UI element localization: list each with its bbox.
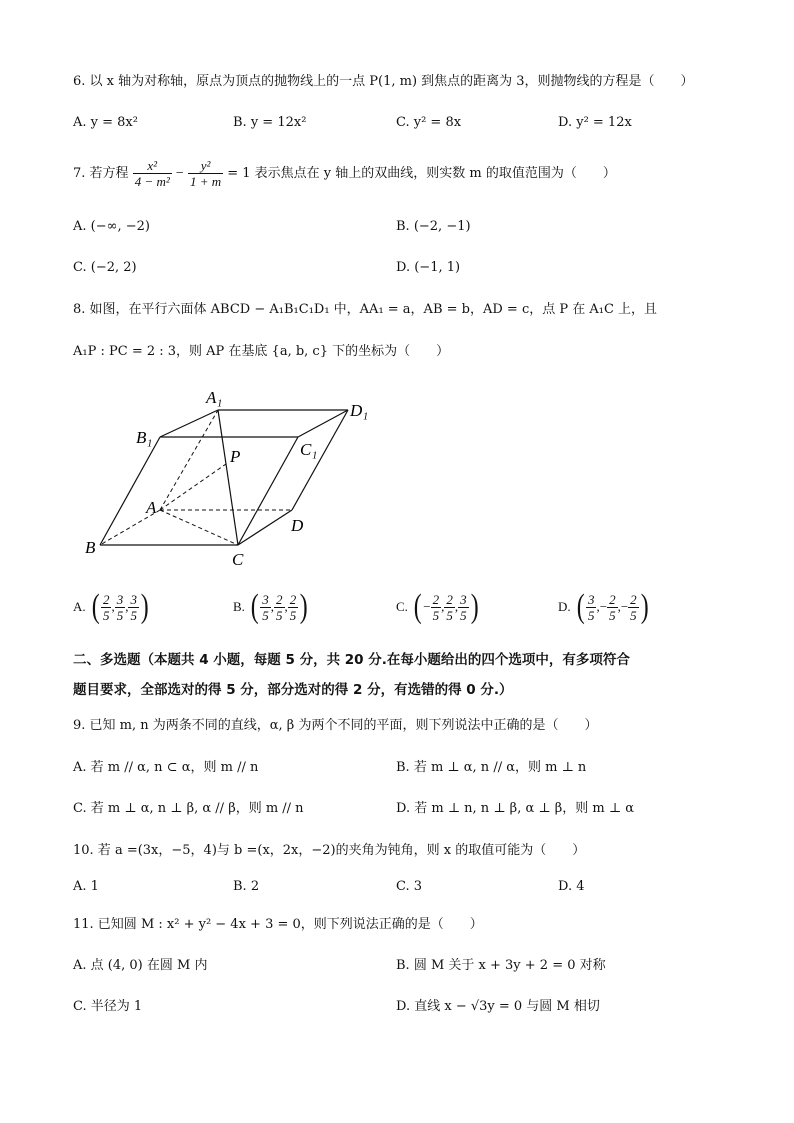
- q7-frac1-denominator: 4 − m²: [134, 174, 170, 189]
- q9-option-d: D. 若 m ⊥ n, n ⊥ β, α ⊥ β，则 m ⊥ α: [396, 801, 634, 816]
- q10-option-c: C. 3: [396, 879, 423, 894]
- q8-option-c-label: C.: [396, 599, 408, 614]
- q6-stem: 6. 以 x 轴为对称轴，原点为顶点的抛物线上的一点 P(1, m) 到焦点的距离为 3，则抛物线的方程是（ ）: [73, 74, 694, 89]
- q8-d-d3: 5: [630, 607, 637, 623]
- q8-d-d1: 5: [587, 607, 595, 623]
- q7-fraction-2: [188, 158, 223, 189]
- q9-option-a: A. 若 m // α, n ⊂ α，则 m // n: [73, 760, 259, 775]
- q8-a-n1: 2: [102, 591, 110, 607]
- q8-c-n2: 2: [446, 591, 453, 607]
- q7-frac2-numerator: y²: [188, 158, 223, 174]
- q6-option-a: A. y = 8x²: [73, 115, 138, 130]
- q8-option-a-label: A.: [73, 599, 86, 614]
- q6-option-c: C. y² = 8x: [396, 115, 462, 130]
- q8-c-d1: 5: [432, 607, 440, 623]
- parallelepiped-figure: [80, 385, 380, 570]
- label-p: P: [230, 447, 241, 466]
- label-d1: D₁: [350, 401, 369, 420]
- q10-option-d: D. 4: [558, 879, 585, 894]
- q11-option-a: A. 点 (4, 0) 在圆 M 内: [73, 958, 208, 973]
- q8-c-d2: 5: [446, 607, 453, 623]
- label-d: D: [291, 516, 304, 535]
- q8-option-b-label: B.: [233, 599, 245, 614]
- label-c1: C₁: [300, 440, 318, 459]
- q8-a-d3: 5: [130, 607, 137, 623]
- q7-option-d: D. (−1, 1): [396, 260, 461, 275]
- q8-c-n1: 2: [432, 591, 440, 607]
- q8-c-d3: 5: [460, 607, 467, 623]
- q11-option-c: C. 半径为 1: [73, 999, 143, 1014]
- q8-d-sign3: −: [620, 599, 629, 614]
- edge-a1-b1: [160, 410, 218, 437]
- section-2-heading-line2: 题目要求，全部选对的得 5 分，部分选对的得 2 分，有选错的得 0 分.）: [73, 682, 513, 698]
- q7-prefix: 7. 若方程: [73, 166, 129, 181]
- q7-frac1-numerator: x²: [133, 158, 172, 174]
- q7-suffix: = 1 表示焦点在 y 轴上的双曲线，则实数 m 的取值范围为（ ）: [227, 166, 616, 181]
- q8-b-d3: 5: [289, 607, 297, 623]
- q8-c-n3: 3: [460, 591, 467, 607]
- q8-a-d1: 5: [102, 607, 110, 623]
- label-c: C: [232, 550, 244, 569]
- edge-c-c1: [238, 437, 298, 545]
- edge-b-b1: [100, 437, 160, 545]
- label-b1: B₁: [136, 428, 153, 447]
- q8-option-d: D. ( $\frac{3}{5}$ , − $\frac{2}{5}$ , − $\frac{2}{5}$ ): [558, 588, 649, 625]
- edge-c-d: [238, 510, 292, 545]
- q8-b-d1: 5: [262, 607, 269, 623]
- label-a1: A₁: [206, 388, 223, 407]
- q8-b-d2: 5: [276, 607, 283, 623]
- q11-option-b: B. 圆 M 关于 x + 3y + 2 = 0 对称: [396, 958, 606, 973]
- q7-option-c: C. (−2, 2): [73, 260, 137, 275]
- q9-option-b: B. 若 m ⊥ α, n // α，则 m ⊥ n: [396, 760, 587, 775]
- q11-option-d: D. 直线 x − √3y = 0 与圆 M 相切: [396, 999, 600, 1014]
- q8-a-d2: 5: [116, 607, 124, 623]
- q8-a-n3: 3: [130, 591, 137, 607]
- q7-frac2-denominator: 1 + m: [189, 174, 222, 189]
- q6-option-b: B. y = 12x²: [233, 115, 307, 130]
- q9-stem: 9. 已知 m, n 为两条不同的直线，α, β 为两个不同的平面，则下列说法中正确的是（ ）: [73, 718, 598, 733]
- hidden-edge-a-a1: [160, 410, 218, 510]
- label-a: A: [146, 498, 157, 517]
- q10-option-a: A. 1: [73, 879, 99, 894]
- q8-d-n2: 2: [609, 591, 616, 607]
- q10-option-b: B. 2: [233, 879, 260, 894]
- q6-option-d: D. y² = 12x: [558, 115, 632, 130]
- q11-stem: 11. 已知圆 M : x² + y² − 4x + 3 = 0，则下列说法正确的是（ ）: [73, 917, 483, 932]
- q10-stem: 10. 若 a =(3x，−5，4)与 b =(x，2x，−2)的夹角为钝角，则 x 的取值可能为（ ）: [73, 843, 586, 858]
- q8-b-n1: 3: [262, 591, 269, 607]
- hidden-segment-a-p: [160, 464, 226, 510]
- q8-d-n1: 3: [587, 591, 595, 607]
- q8-stem-line1: 8. 如图，在平行六面体 ABCD − A₁B₁C₁D₁ 中，AA₁ = a，AB = b，AD = c，点 P 在 A₁C 上，且: [73, 302, 658, 317]
- q8-b-n2: 2: [276, 591, 283, 607]
- q8-option-b: B. ( $\frac{3}{5}$ , $\frac{2}{5}$ , $\frac{2}{5}$ ): [233, 588, 308, 625]
- q7-fraction-1: [133, 158, 172, 189]
- q8-d-d2: 5: [609, 607, 616, 623]
- q7-option-a: A. (−∞, −2): [73, 219, 150, 234]
- q8-d-n3: 2: [630, 591, 637, 607]
- q8-c-sign1: −: [423, 599, 431, 614]
- label-b: B: [85, 538, 96, 557]
- q8-stem-line2: A₁P : PC = 2 : 3，则 AP 在基底 {a, b, c} 下的坐标为（ ）: [73, 344, 450, 359]
- q8-b-n3: 2: [289, 591, 297, 607]
- q8-a-n2: 3: [116, 591, 124, 607]
- q8-option-d-label: D.: [558, 599, 571, 614]
- q8-option-c: C. ( − $\frac{2}{5}$ , $\frac{2}{5}$ , $\frac{3}{5}$ ): [396, 588, 479, 625]
- q8-option-a: A. ( $\frac{2}{5}$ , $\frac{3}{5}$ , $\frac{3}{5}$ ): [73, 588, 149, 625]
- q7-option-b: B. (−2, −1): [396, 219, 471, 234]
- q9-option-c: C. 若 m ⊥ α, n ⊥ β, α // β，则 m // n: [73, 801, 304, 816]
- q7-stem: [73, 157, 616, 191]
- hidden-segment-a-c: [160, 510, 238, 545]
- q7-minus: −: [175, 166, 184, 181]
- segment-a1-c: [218, 410, 241, 545]
- section-2-heading-line1: 二、多选题（本题共 4 小题，每题 5 分，共 20 分.在每小题给出的四个选项中，有多项符合: [73, 652, 630, 668]
- q8-d-sign2: −: [599, 599, 608, 614]
